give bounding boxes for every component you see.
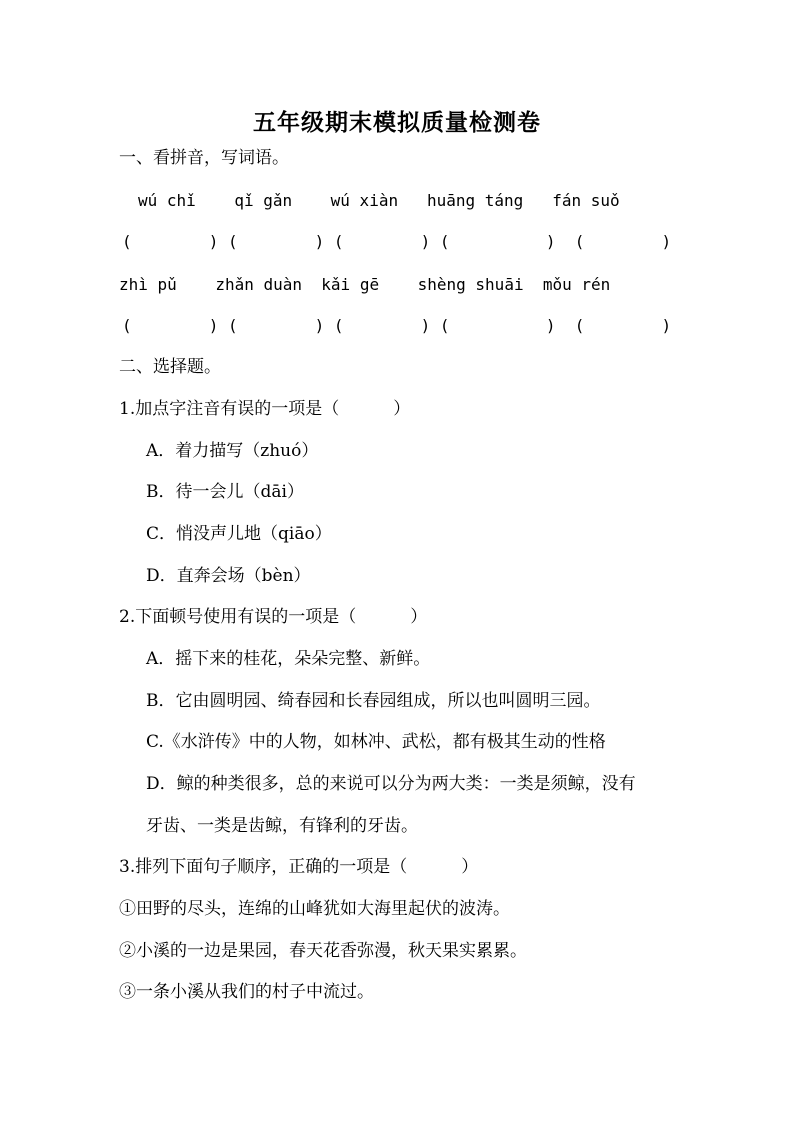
- answer-boxes-row-1: ( ) ( ) ( ) ( ) ( ): [122, 232, 672, 251]
- question-1-option-d: D．直奔会场（bèn）: [146, 566, 311, 586]
- section2-heading: 二、选择题。: [119, 357, 221, 377]
- exam-title: 五年级期末模拟质量检测卷: [253, 109, 541, 136]
- question-2-option-c: C.《水浒传》中的人物，如林冲、武松，都有极其生动的性格: [146, 732, 606, 752]
- question-3-sentence-3: ③一条小溪从我们的村子中流过。: [119, 982, 374, 1002]
- answer-boxes-row-2: ( ) ( ) ( ) ( ) ( ): [122, 316, 672, 335]
- question-1-stem: 1.加点字注音有误的一项是（ ）: [119, 399, 411, 419]
- pinyin-row-2: zhì pǔ zhǎn duàn kǎi gē shèng shuāi mǒu rén: [119, 275, 611, 294]
- question-2-option-d: D．鲸的种类很多，总的来说可以分为两大类：一类是须鲸，没有: [146, 774, 636, 794]
- question-1-option-b: B．待一会儿（dāi）: [146, 482, 304, 502]
- section1-heading: 一、看拼音，写词语。: [119, 148, 289, 168]
- question-2-option-a: A．摇下来的桂花，朵朵完整、新鲜。: [146, 649, 431, 669]
- question-2-option-d-continued: 牙齿、一类是齿鲸，有锋利的牙齿。: [146, 816, 418, 836]
- question-2-stem: 2.下面顿号使用有误的一项是（ ）: [119, 607, 428, 627]
- question-1-option-c: C．悄没声儿地（qiāo）: [146, 524, 332, 544]
- question-3-stem: 3.排列下面句子顺序，正确的一项是（ ）: [119, 857, 479, 877]
- question-3-sentence-1: ①田野的尽头，连绵的山峰犹如大海里起伏的波涛。: [119, 899, 510, 919]
- question-1-option-a: A．着力描写（zhuó）: [146, 441, 319, 461]
- question-3-sentence-2: ②小溪的一边是果园，春天花香弥漫，秋天果实累累。: [119, 941, 527, 961]
- question-2-option-b: B．它由圆明园、绮春园和长春园组成，所以也叫圆明三园。: [146, 691, 601, 711]
- pinyin-row-1: wú chǐ qǐ gǎn wú xiàn huāng táng fán suǒ: [138, 191, 620, 210]
